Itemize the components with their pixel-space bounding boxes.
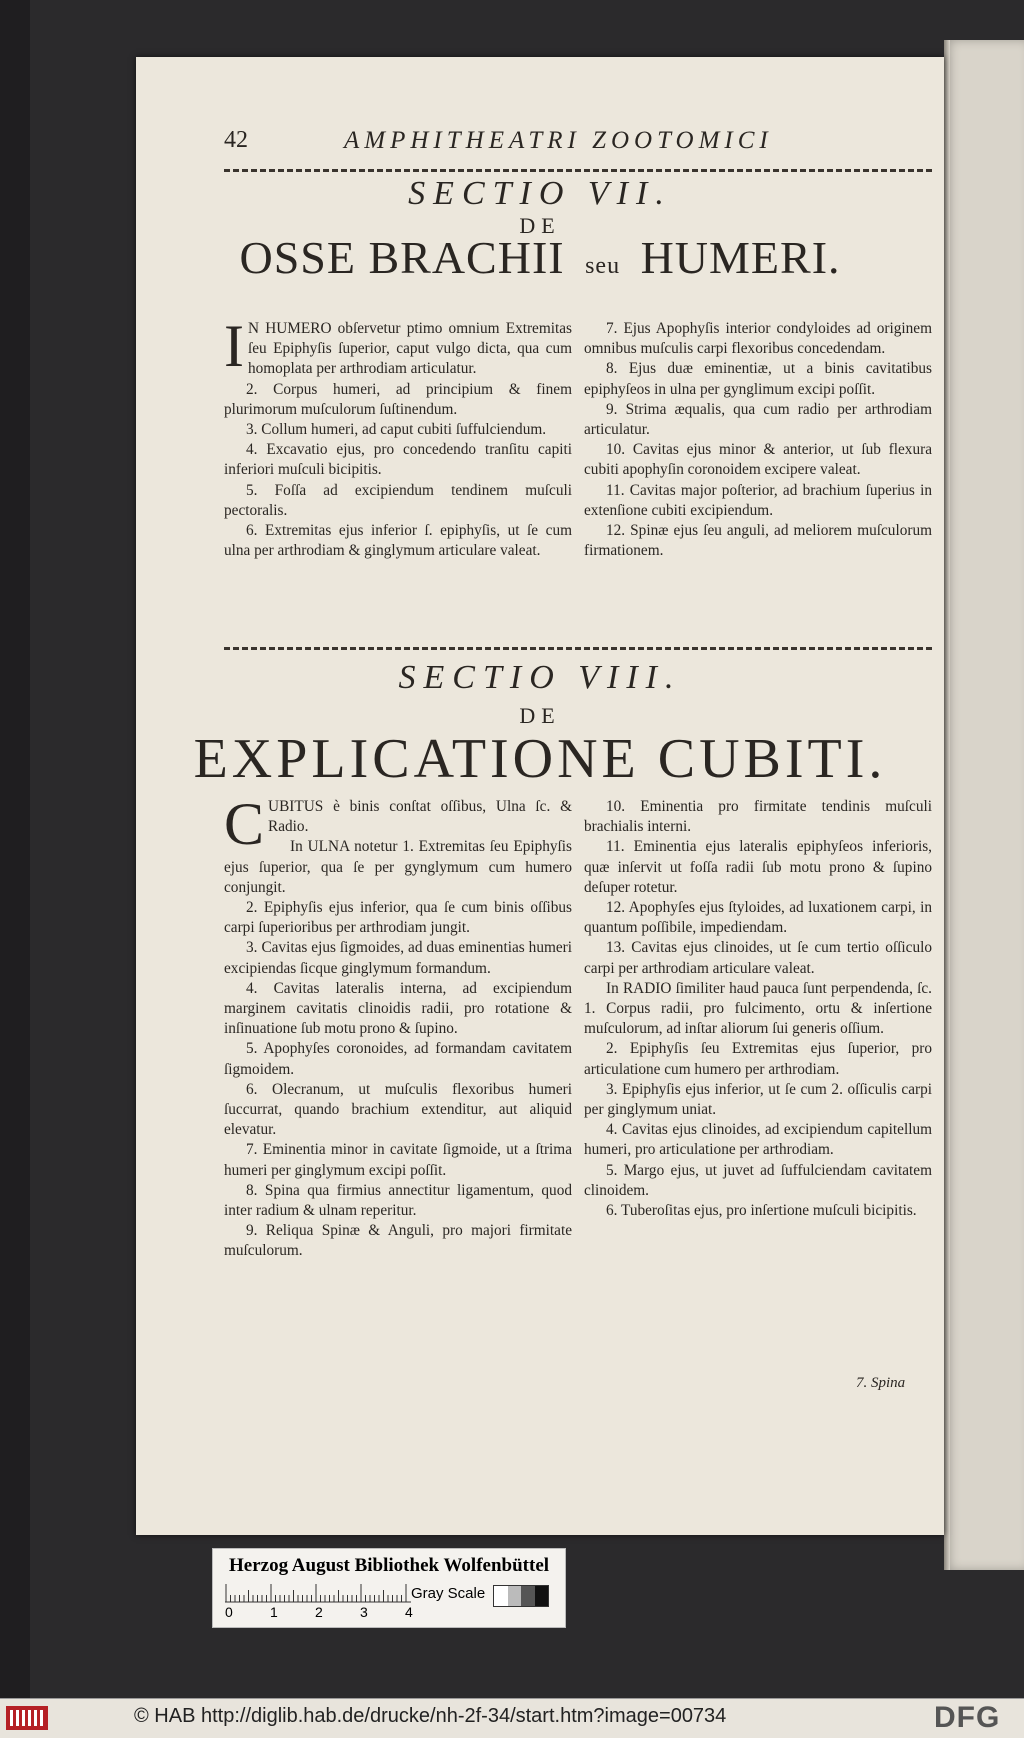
book-page	[136, 57, 944, 1535]
paragraph-text: 3. Epiphyſis ejus inferior, ut ſe cum 2. oſſiculis carpi per ginglymum uniat.	[584, 1080, 932, 1119]
paragraph	[224, 313, 572, 380]
section7-de: DE	[519, 213, 561, 238]
paragraph	[584, 1120, 932, 1160]
paragraph	[224, 837, 572, 898]
section7-left-column	[224, 313, 572, 561]
paragraph-text: 10. Eminentia pro firmitate tendinis muſculi brachialis interni.	[584, 798, 932, 836]
scanner-background	[0, 0, 30, 1700]
ruler-scale	[225, 1583, 411, 1603]
paragraph	[224, 1039, 572, 1079]
section8-left-column	[224, 791, 572, 1262]
catchword: 7. Spina	[856, 1375, 906, 1391]
paragraph	[584, 440, 932, 480]
paragraph	[224, 1181, 572, 1221]
ruler-number: 3	[360, 1604, 368, 1620]
paragraph-text: 11. Cavitas major poſterior, ad brachium ſuperius in extenſione cubiti excipiendum.	[584, 481, 932, 519]
paragraph-text: 3. Cavitas ejus ſigmoides, ad duas eminentias humeri excipiendas ſicque ginglymum formandum.	[224, 939, 572, 977]
paragraph-text: 12. Apophyſes ejus ſtyloides, ad luxationem carpi, in quantum poſſibile, impediendam.	[584, 899, 932, 937]
paragraph	[584, 1039, 932, 1079]
running-title: AMPHITHEATRI ZOOTOMICI	[344, 127, 773, 154]
paragraph-text: 8. Ejus duæ eminentiæ, ut a binis cavitatibus epiphyſeos in ulna per gynglimum excipi poſſit.	[584, 360, 932, 398]
section7-title-a: OSSE BRACHII	[239, 232, 565, 283]
paragraph	[584, 400, 932, 440]
hab-logo-icon	[6, 1706, 48, 1730]
paragraph-text: 2. Epiphyſis ſeu Extremitas ejus ſuperior, pro articulatione cum humero per arthrodiam.	[584, 1040, 932, 1078]
ruler-number: 2	[315, 1604, 323, 1620]
section7-title-seu: seu	[585, 253, 621, 279]
paragraph-text: 7. Eminentia minor in cavitate ſigmoide, ut a ſtrima humeri per ginglymum excipi poſſit.	[224, 1141, 572, 1179]
paragraph-text: 5. Margo ejus, ut juvet ad ſuffulciendam cavitatem clinoidem.	[584, 1161, 932, 1199]
paragraph	[224, 979, 572, 1040]
paragraph-text: 12. Spinæ ejus ſeu anguli, ad meliorem muſculorum firmationem.	[584, 522, 932, 560]
paragraph-text: 2. Epiphyſis ejus inferior, qua ſe cum binis oſſibus carpi ſuperioribus per arthrodiam jungit.	[224, 899, 572, 937]
paragraph	[584, 1201, 932, 1221]
ornamental-rule	[224, 647, 932, 650]
paragraph	[224, 898, 572, 938]
paragraph-text: 6. Olecranum, ut muſculis flexoribus humeri ſuccurrat, quando brachium extenditur, aut aliquid elevatur.	[224, 1080, 572, 1139]
paragraph-text: In RADIO ſimiliter haud pauca ſunt perpendenda, ſc. 1. Corpus radii, pro fulcimento, ortu & inſertione muſculorum, ad inſtar aliorum ſui generis oſſium.	[584, 979, 932, 1038]
paragraph	[584, 359, 932, 399]
paragraph	[584, 481, 932, 521]
paragraph	[584, 1080, 932, 1120]
paragraph	[224, 481, 572, 521]
section8-de: DE	[519, 703, 561, 728]
running-head	[224, 127, 924, 161]
paragraph-text: 13. Cavitas ejus clinoides, ut ſe cum tertio oſſiculo carpi per arthrodiam articulare valeat.	[584, 939, 932, 977]
dfg-logo: DFG	[934, 1701, 1001, 1734]
ornamental-rule	[224, 169, 932, 172]
paragraph-text: 4. Cavitas lateralis interna, ad excipiendum marginem cavitatis clinoidis radii, pro rotatione & inſinuatione ſub motu prono & ſupino.	[224, 979, 572, 1038]
paragraph-text: 6. Extremitas ejus inferior ſ. epiphyſis, ut ſe cum ulna per arthrodiam & ginglymum articulare valeat.	[224, 522, 572, 560]
section8-right-column	[584, 797, 932, 1221]
paragraph-text: 9. Strima æqualis, qua cum radio per arthrodiam articulatur.	[584, 400, 932, 439]
paragraph	[584, 979, 932, 1040]
paragraph	[584, 319, 932, 359]
gray-scale-swatches	[493, 1585, 549, 1607]
paragraph-text: 4. Cavitas ejus clinoides, ad excipiendum capitellum humeri, pro articulatione per arthrodiam.	[584, 1121, 932, 1159]
paragraph-text: 9. Reliqua Spinæ & Anguli, pro majori firmitate muſculorum.	[224, 1222, 572, 1260]
paragraph	[584, 837, 932, 898]
paragraph	[224, 1221, 572, 1261]
paragraph	[224, 420, 572, 440]
paragraph-text: 3. Collum humeri, ad caput cubiti ſuffulciendum.	[246, 421, 547, 439]
paragraph-text: 11. Eminentia ejus lateralis epiphyſeos inferioris, quæ inſervit ut foſſa radii ſub motu prono & ſupino deſuper rotetur.	[584, 838, 932, 896]
paragraph-text: 5. Apophyſes coronoides, ad formandam cavitatem ſigmoidem.	[224, 1040, 572, 1078]
ruler-number: 0	[225, 1604, 233, 1620]
paragraph	[584, 1161, 932, 1201]
paragraph-text: 6. Tuberoſitas ejus, pro inſertione muſculi bicipitis.	[606, 1202, 917, 1220]
paragraph-text: 2. Corpus humeri, ad principium & finem plurimorum muſculorum ſuſtinendum.	[224, 380, 572, 418]
paragraph-text: In ULNA notetur 1. Extremitas ſeu Epiphyſis ejus ſuperior, qua ſe per gynglymum cum humero conjungit.	[224, 838, 572, 896]
gray-scale-label: Gray Scale	[411, 1585, 486, 1602]
paragraph-text: 10. Cavitas ejus minor & anterior, ut ſub flexura cubiti apophyſin coronoidem excipere valeat.	[584, 441, 932, 479]
page-number: 42	[224, 127, 248, 153]
paragraph-text: 4. Excavatio ejus, pro concedendo tranſitu capiti inferiori muſculi bicipitis.	[224, 441, 572, 479]
paragraph-text: UBITUS è binis conſtat oſſibus, Ulna ſc. & Radio.	[268, 798, 572, 836]
paragraph-text: 7. Ejus Apophyſis interior condyloides ad originem omnibus muſculis carpi flexoribus concedendam.	[584, 320, 932, 358]
library-name: Herzog August Bibliothek Wolfenbüttel	[229, 1555, 550, 1576]
paragraph	[584, 797, 932, 837]
section8-heading: SECTIO VIII.	[398, 659, 682, 696]
color-calibration-card	[212, 1548, 566, 1628]
paragraph-text: 5. Foſſa ad excipiendum tendinem muſculi pectoralis.	[224, 481, 572, 519]
paragraph-text: 8. Spina qua firmius annectitur ligamentum, quod inter radium & ulnam reperitur.	[224, 1181, 572, 1220]
section8-title: EXPLICATIONE CUBITI.	[193, 728, 887, 790]
drop-capital: I	[224, 313, 244, 379]
paragraph	[224, 1080, 572, 1141]
section7-right-column	[584, 319, 932, 561]
paragraph	[584, 938, 932, 978]
paragraph	[224, 791, 572, 857]
section7-title-b: HUMERI.	[640, 232, 841, 283]
paragraph	[224, 1140, 572, 1180]
paragraph	[584, 521, 932, 561]
copyright-url[interactable]: © HAB http://diglib.hab.de/drucke/nh-2f-34/start.htm?image=00734	[134, 1705, 727, 1727]
paragraph	[584, 898, 932, 938]
paragraph	[224, 521, 572, 561]
ruler-number: 4	[405, 1604, 413, 1620]
paragraph-text: N HUMERO obſervetur ptimo omnium Extremitas ſeu Epiphyſis ſuperior, caput vulgo dicta, qua cum homoplata per arthrodiam articulatur.	[247, 320, 572, 378]
section7-title	[136, 231, 944, 284]
facing-page-edge	[944, 40, 1024, 1570]
drop-capital: C	[224, 791, 265, 857]
paragraph	[224, 380, 572, 420]
section7-heading: SECTIO VII.	[408, 175, 672, 212]
ruler-number: 1	[270, 1604, 278, 1620]
paragraph	[224, 440, 572, 480]
paragraph	[224, 938, 572, 978]
